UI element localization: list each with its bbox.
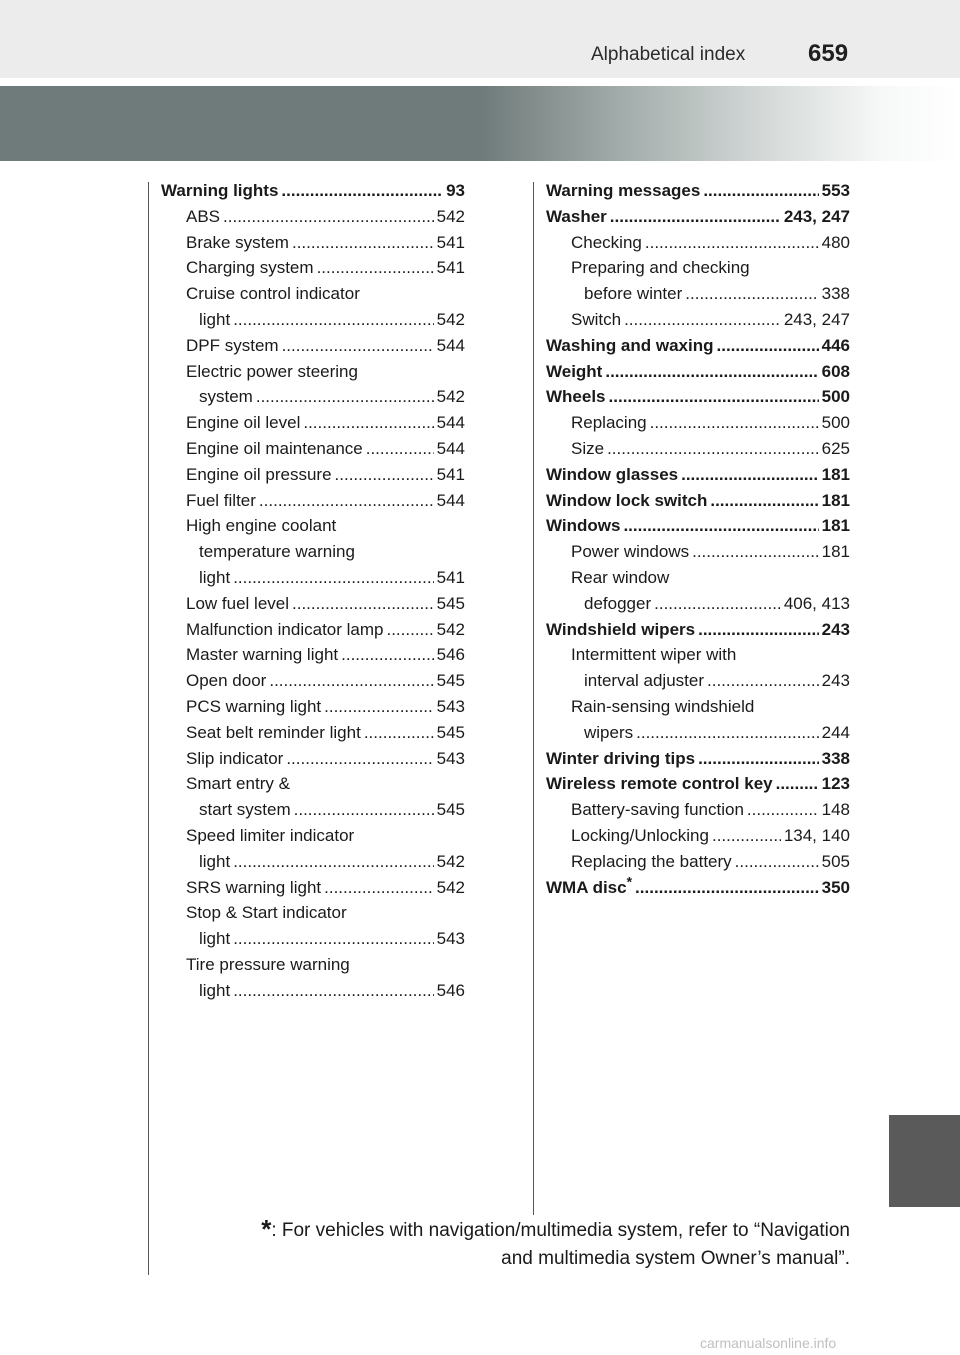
entry-label: [186, 746, 285, 772]
dot-leader: [605, 359, 818, 385]
dot-leader: [256, 384, 434, 410]
dot-leader: [292, 230, 434, 256]
index-entry-sub: [161, 255, 465, 281]
index-entry-main: [546, 771, 850, 797]
index-entry-heading: Preparing and checking: [571, 258, 750, 278]
entry-page-ref: 545: [436, 593, 465, 613]
entry-label: [546, 617, 697, 643]
column-divider: [533, 182, 534, 1215]
entry-label: [199, 926, 232, 952]
entry-label-text: Battery-saving function: [571, 800, 744, 820]
index-entry-heading: Rear window: [571, 567, 670, 587]
entry-page-ref: 123: [821, 774, 850, 794]
index-entry-main: [546, 746, 850, 772]
index-entry-heading: temperature warning: [199, 542, 355, 562]
entry-page-ref: 181: [821, 542, 850, 562]
entry-page-ref: 181: [821, 490, 850, 510]
index-entry-sub: [161, 410, 465, 436]
entry-label: [546, 875, 634, 901]
entry-label-text: Power windows: [571, 542, 690, 562]
index-entry-sub: [161, 797, 465, 823]
index-entry-sub: [161, 746, 465, 772]
entry-label: [186, 668, 268, 694]
index-entry-main: [546, 333, 850, 359]
entry-label: [186, 591, 291, 617]
entry-page-ref: 544: [436, 335, 465, 355]
dot-leader: [324, 875, 434, 901]
entry-label: [546, 178, 702, 204]
entry-page-ref: 505: [821, 851, 850, 871]
index-column-left: [161, 178, 465, 1004]
entry-page-ref: 134, 140: [783, 825, 850, 845]
entry-page-ref: 542: [436, 206, 465, 226]
entry-label: [584, 281, 684, 307]
entry-page-ref: 542: [436, 387, 465, 407]
footnote: [190, 1215, 850, 1273]
index-entry-heading: Cruise control indicator: [186, 284, 360, 304]
entry-label: [199, 384, 255, 410]
entry-label-text: light: [199, 309, 231, 329]
index-entry-sub: [161, 488, 465, 514]
entry-page-ref: 541: [436, 567, 465, 587]
index-entry-main: [546, 462, 850, 488]
index-entry-sub: [546, 797, 850, 823]
entry-label-text: Replacing the battery: [571, 851, 732, 871]
entry-label-text: WMA disc: [546, 877, 627, 897]
index-entry-sub: [546, 720, 850, 746]
entry-page-ref: 625: [821, 438, 850, 458]
entry-label: [546, 488, 709, 514]
entry-label-text: light: [199, 980, 231, 1000]
entry-label-text: Windshield wipers: [546, 619, 696, 639]
entry-label: [186, 204, 222, 230]
index-entry-sub: [546, 668, 850, 694]
entry-page-ref: 541: [436, 258, 465, 278]
entry-label-text: Checking: [571, 232, 642, 252]
entry-page-ref: 243, 247: [783, 309, 850, 329]
entry-label: [571, 797, 746, 823]
entry-label: [199, 978, 232, 1004]
dot-leader: [269, 668, 433, 694]
entry-label: [186, 436, 365, 462]
index-entry-sub: [161, 307, 465, 333]
section-title: Alphabetical index: [591, 44, 746, 65]
entry-label: [199, 307, 232, 333]
entry-label-text: Charging system: [186, 258, 314, 278]
dot-leader: [233, 849, 433, 875]
dot-leader: [286, 746, 433, 772]
index-entry-sub: [546, 307, 850, 333]
dot-leader: [233, 978, 433, 1004]
entry-label-text: light: [199, 851, 231, 871]
index-entry-sub: [161, 978, 465, 1004]
index-entry-main: [546, 204, 850, 230]
entry-page-ref: 500: [821, 387, 850, 407]
entry-label: [546, 771, 775, 797]
entry-page-ref: 338: [821, 748, 850, 768]
dot-leader: [710, 488, 818, 514]
entry-label: [546, 333, 716, 359]
footnote-line-2: and multimedia system Owner’s manual”.: [501, 1248, 850, 1269]
entry-label-text: start system: [199, 800, 291, 820]
dot-leader: [317, 255, 434, 281]
entry-label: [571, 823, 711, 849]
footnote-line-1: [190, 1215, 850, 1245]
entry-label: [186, 333, 281, 359]
dot-leader: [624, 307, 781, 333]
entry-label-text: Weight: [546, 361, 603, 381]
entry-label-text: Wheels: [546, 387, 606, 407]
entry-page-ref: 544: [436, 438, 465, 458]
entry-label-text: Warning messages: [546, 181, 701, 200]
footnote-star: *: [261, 1214, 272, 1244]
dot-leader: [609, 384, 819, 410]
index-entry-sub: [161, 462, 465, 488]
entry-page-ref: 553: [821, 181, 850, 200]
footnote-marker: *: [626, 874, 633, 889]
dot-leader: [303, 410, 433, 436]
index-entry-main: [546, 359, 850, 385]
index-entry-sub: [546, 230, 850, 256]
entry-page-ref: 500: [821, 413, 850, 433]
dot-leader: [335, 462, 434, 488]
entry-label-text: light: [199, 567, 231, 587]
dot-leader: [645, 230, 819, 256]
dot-leader: [292, 591, 434, 617]
entry-page-ref: 544: [436, 413, 465, 433]
index-entry-sub: [546, 849, 850, 875]
entry-label-text: Warning lights: [161, 181, 279, 200]
dot-leader: [223, 204, 434, 230]
dot-leader: [650, 410, 819, 436]
entry-label: [186, 694, 323, 720]
entry-page-ref: 545: [436, 800, 465, 820]
entry-label: [546, 462, 680, 488]
index-entry-sub: [546, 823, 850, 849]
page-number: 659: [808, 40, 849, 67]
entry-label: [186, 410, 302, 436]
index-entry-sub: [161, 565, 465, 591]
dot-leader: [259, 488, 434, 514]
entry-page-ref: 545: [436, 671, 465, 691]
entry-page-ref: 546: [436, 645, 465, 665]
index-entry-sub: [546, 410, 850, 436]
dot-leader: [698, 746, 819, 772]
entry-label: [546, 513, 622, 539]
index-entry-heading: High engine coolant: [186, 516, 337, 536]
index-entry-main: [546, 513, 850, 539]
index-entry-sub: [546, 436, 850, 462]
index-entry-sub: [161, 384, 465, 410]
dot-leader: [281, 178, 443, 204]
entry-label: [199, 797, 293, 823]
index-entry-main: [546, 617, 850, 643]
entry-label-text: Windows: [546, 516, 621, 536]
entry-label-text: Engine oil maintenance: [186, 438, 363, 458]
entry-label: [571, 307, 623, 333]
index-entry-main: [546, 384, 850, 410]
index-entry-sub: [161, 333, 465, 359]
dot-leader: [636, 720, 819, 746]
dot-leader: [654, 591, 781, 617]
index-entry-sub: [161, 230, 465, 256]
index-entry-heading: Tire pressure warning: [186, 954, 350, 974]
dot-leader: [635, 875, 819, 901]
index-entry-heading: Stop & Start indicator: [186, 903, 347, 923]
entry-page-ref: 480: [821, 232, 850, 252]
index-entry-heading: Rain-sensing windshield: [571, 696, 755, 716]
entry-label: [186, 488, 258, 514]
entry-label-text: ABS: [186, 206, 221, 226]
thumb-index-tab: [889, 1115, 960, 1207]
index-entry-sub: [161, 642, 465, 668]
entry-page-ref: 446: [821, 335, 850, 355]
dot-leader: [341, 642, 434, 668]
entry-label-text: Open door: [186, 671, 267, 691]
dot-leader: [233, 307, 433, 333]
dot-leader: [386, 617, 433, 643]
dot-leader: [747, 797, 819, 823]
index-entry-sub: [161, 591, 465, 617]
index-entry-sub: [161, 668, 465, 694]
dot-leader: [703, 178, 818, 204]
entry-label-text: Window glasses: [546, 464, 679, 484]
left-margin-rule: [148, 182, 149, 1275]
entry-label-text: defogger: [584, 593, 652, 613]
entry-page-ref: 148: [821, 800, 850, 820]
entry-label-text: system: [199, 387, 253, 407]
entry-page-ref: 608: [821, 361, 850, 381]
dot-leader: [776, 771, 819, 797]
index-column-right: [546, 178, 850, 900]
index-entry-main: [546, 178, 850, 204]
entry-page-ref: 243, 247: [783, 206, 850, 226]
entry-label-text: light: [199, 929, 231, 949]
entry-page-ref: 338: [821, 284, 850, 304]
dot-leader: [233, 926, 433, 952]
entry-label-text: interval adjuster: [584, 671, 705, 691]
entry-label: [571, 410, 649, 436]
entry-label: [186, 255, 316, 281]
entry-label-text: Switch: [571, 309, 622, 329]
entry-label-text: Wireless remote control key: [546, 774, 773, 794]
dot-leader: [366, 436, 434, 462]
dot-leader: [707, 668, 819, 694]
index-entry-heading: Intermittent wiper with: [571, 645, 737, 665]
entry-label-text: SRS warning light: [186, 877, 322, 897]
index-entry-sub: [161, 720, 465, 746]
entry-label-text: wipers: [584, 722, 634, 742]
index-entry-sub: [161, 617, 465, 643]
entry-page-ref: 542: [436, 851, 465, 871]
index-entry-sub: [161, 694, 465, 720]
entry-label-text: Locking/Unlocking: [571, 825, 709, 845]
entry-label: [546, 384, 608, 410]
dot-leader: [685, 281, 818, 307]
entry-label: [571, 849, 734, 875]
entry-page-ref: 543: [436, 696, 465, 716]
entry-label-text: Slip indicator: [186, 748, 284, 768]
watermark[interactable]: carmanualsonline.info: [700, 1335, 837, 1351]
entry-page-ref: 542: [436, 309, 465, 329]
entry-page-ref: 541: [436, 232, 465, 252]
index-entry-sub: [546, 281, 850, 307]
index-entry-main: [546, 875, 850, 901]
entry-page-ref: 243: [821, 619, 850, 639]
dot-leader: [282, 333, 434, 359]
entry-page-ref: 545: [436, 722, 465, 742]
dot-leader: [610, 204, 781, 230]
entry-label: [571, 539, 691, 565]
index-entry-sub: [161, 875, 465, 901]
entry-label-text: Brake system: [186, 232, 289, 252]
entry-label: [199, 565, 232, 591]
header-banner: [0, 86, 960, 161]
entry-page-ref: 181: [821, 516, 850, 536]
entry-label-text: Seat belt reminder light: [186, 722, 361, 742]
index-entry-sub: [161, 849, 465, 875]
entry-label-text: DPF system: [186, 335, 279, 355]
entry-label-text: Fuel filter: [186, 490, 256, 510]
index-entry-sub: [546, 591, 850, 617]
entry-label-text: Malfunction indicator lamp: [186, 619, 384, 639]
entry-label: [186, 875, 323, 901]
footnote-text-1: : For vehicles with navigation/multimedia system, refer to “Navigation: [271, 1220, 850, 1241]
dot-leader: [712, 823, 781, 849]
entry-page-ref: 181: [821, 464, 850, 484]
entry-label: [546, 359, 604, 385]
entry-page-ref: 543: [436, 929, 465, 949]
index-entry-heading: Smart entry &: [186, 774, 290, 794]
index-entry-heading: Electric power steering: [186, 361, 358, 381]
index-entry-heading: Speed limiter indicator: [186, 825, 355, 845]
entry-page-ref: 350: [821, 877, 850, 897]
entry-label: [546, 746, 697, 772]
entry-page-ref: 542: [436, 619, 465, 639]
dot-leader: [681, 462, 819, 488]
entry-label-text: Engine oil level: [186, 413, 301, 433]
entry-page-ref: 542: [436, 877, 465, 897]
entry-page-ref: 244: [821, 722, 850, 742]
entry-label-text: PCS warning light: [186, 696, 322, 716]
dot-leader: [698, 617, 819, 643]
entry-label-text: Replacing: [571, 413, 647, 433]
entry-label: [584, 720, 635, 746]
entry-page-ref: 543: [436, 748, 465, 768]
entry-label-text: Washer: [546, 206, 607, 226]
entry-label: [186, 230, 291, 256]
entry-label: [546, 204, 609, 230]
dot-leader: [623, 513, 818, 539]
entry-label: [186, 617, 385, 643]
index-entry-sub: [161, 926, 465, 952]
dot-leader: [324, 694, 434, 720]
entry-page-ref: 93: [446, 181, 465, 200]
entry-label-text: Winter driving tips: [546, 748, 696, 768]
dot-leader: [735, 849, 819, 875]
entry-page-ref: 541: [436, 464, 465, 484]
index-entry-main: [161, 178, 465, 204]
entry-label-text: Engine oil pressure: [186, 464, 332, 484]
dot-leader: [692, 539, 819, 565]
entry-label: [584, 591, 653, 617]
entry-label-text: Low fuel level: [186, 593, 290, 613]
entry-page-ref: 544: [436, 490, 465, 510]
entry-label-text: Washing and waxing: [546, 335, 714, 355]
entry-label-text: before winter: [584, 284, 683, 304]
entry-label: [571, 230, 644, 256]
dot-leader: [717, 333, 819, 359]
index-entry-sub: [161, 436, 465, 462]
entry-label: [161, 178, 280, 204]
entry-label: [186, 462, 334, 488]
index-entry-sub: [546, 539, 850, 565]
entry-page-ref: 243: [821, 671, 850, 691]
index-entry-sub: [161, 204, 465, 230]
entry-label: [571, 436, 606, 462]
entry-label-text: Master warning light: [186, 645, 339, 665]
entry-label: [186, 642, 340, 668]
entry-label: [186, 720, 363, 746]
entry-label: [199, 849, 232, 875]
entry-label: [584, 668, 706, 694]
dot-leader: [233, 565, 433, 591]
index-entry-main: [546, 488, 850, 514]
dot-leader: [364, 720, 434, 746]
entry-page-ref: 406, 413: [783, 593, 850, 613]
entry-page-ref: 546: [436, 980, 465, 1000]
entry-label-text: Size: [571, 438, 605, 458]
dot-leader: [294, 797, 434, 823]
dot-leader: [607, 436, 819, 462]
entry-label-text: Window lock switch: [546, 490, 708, 510]
